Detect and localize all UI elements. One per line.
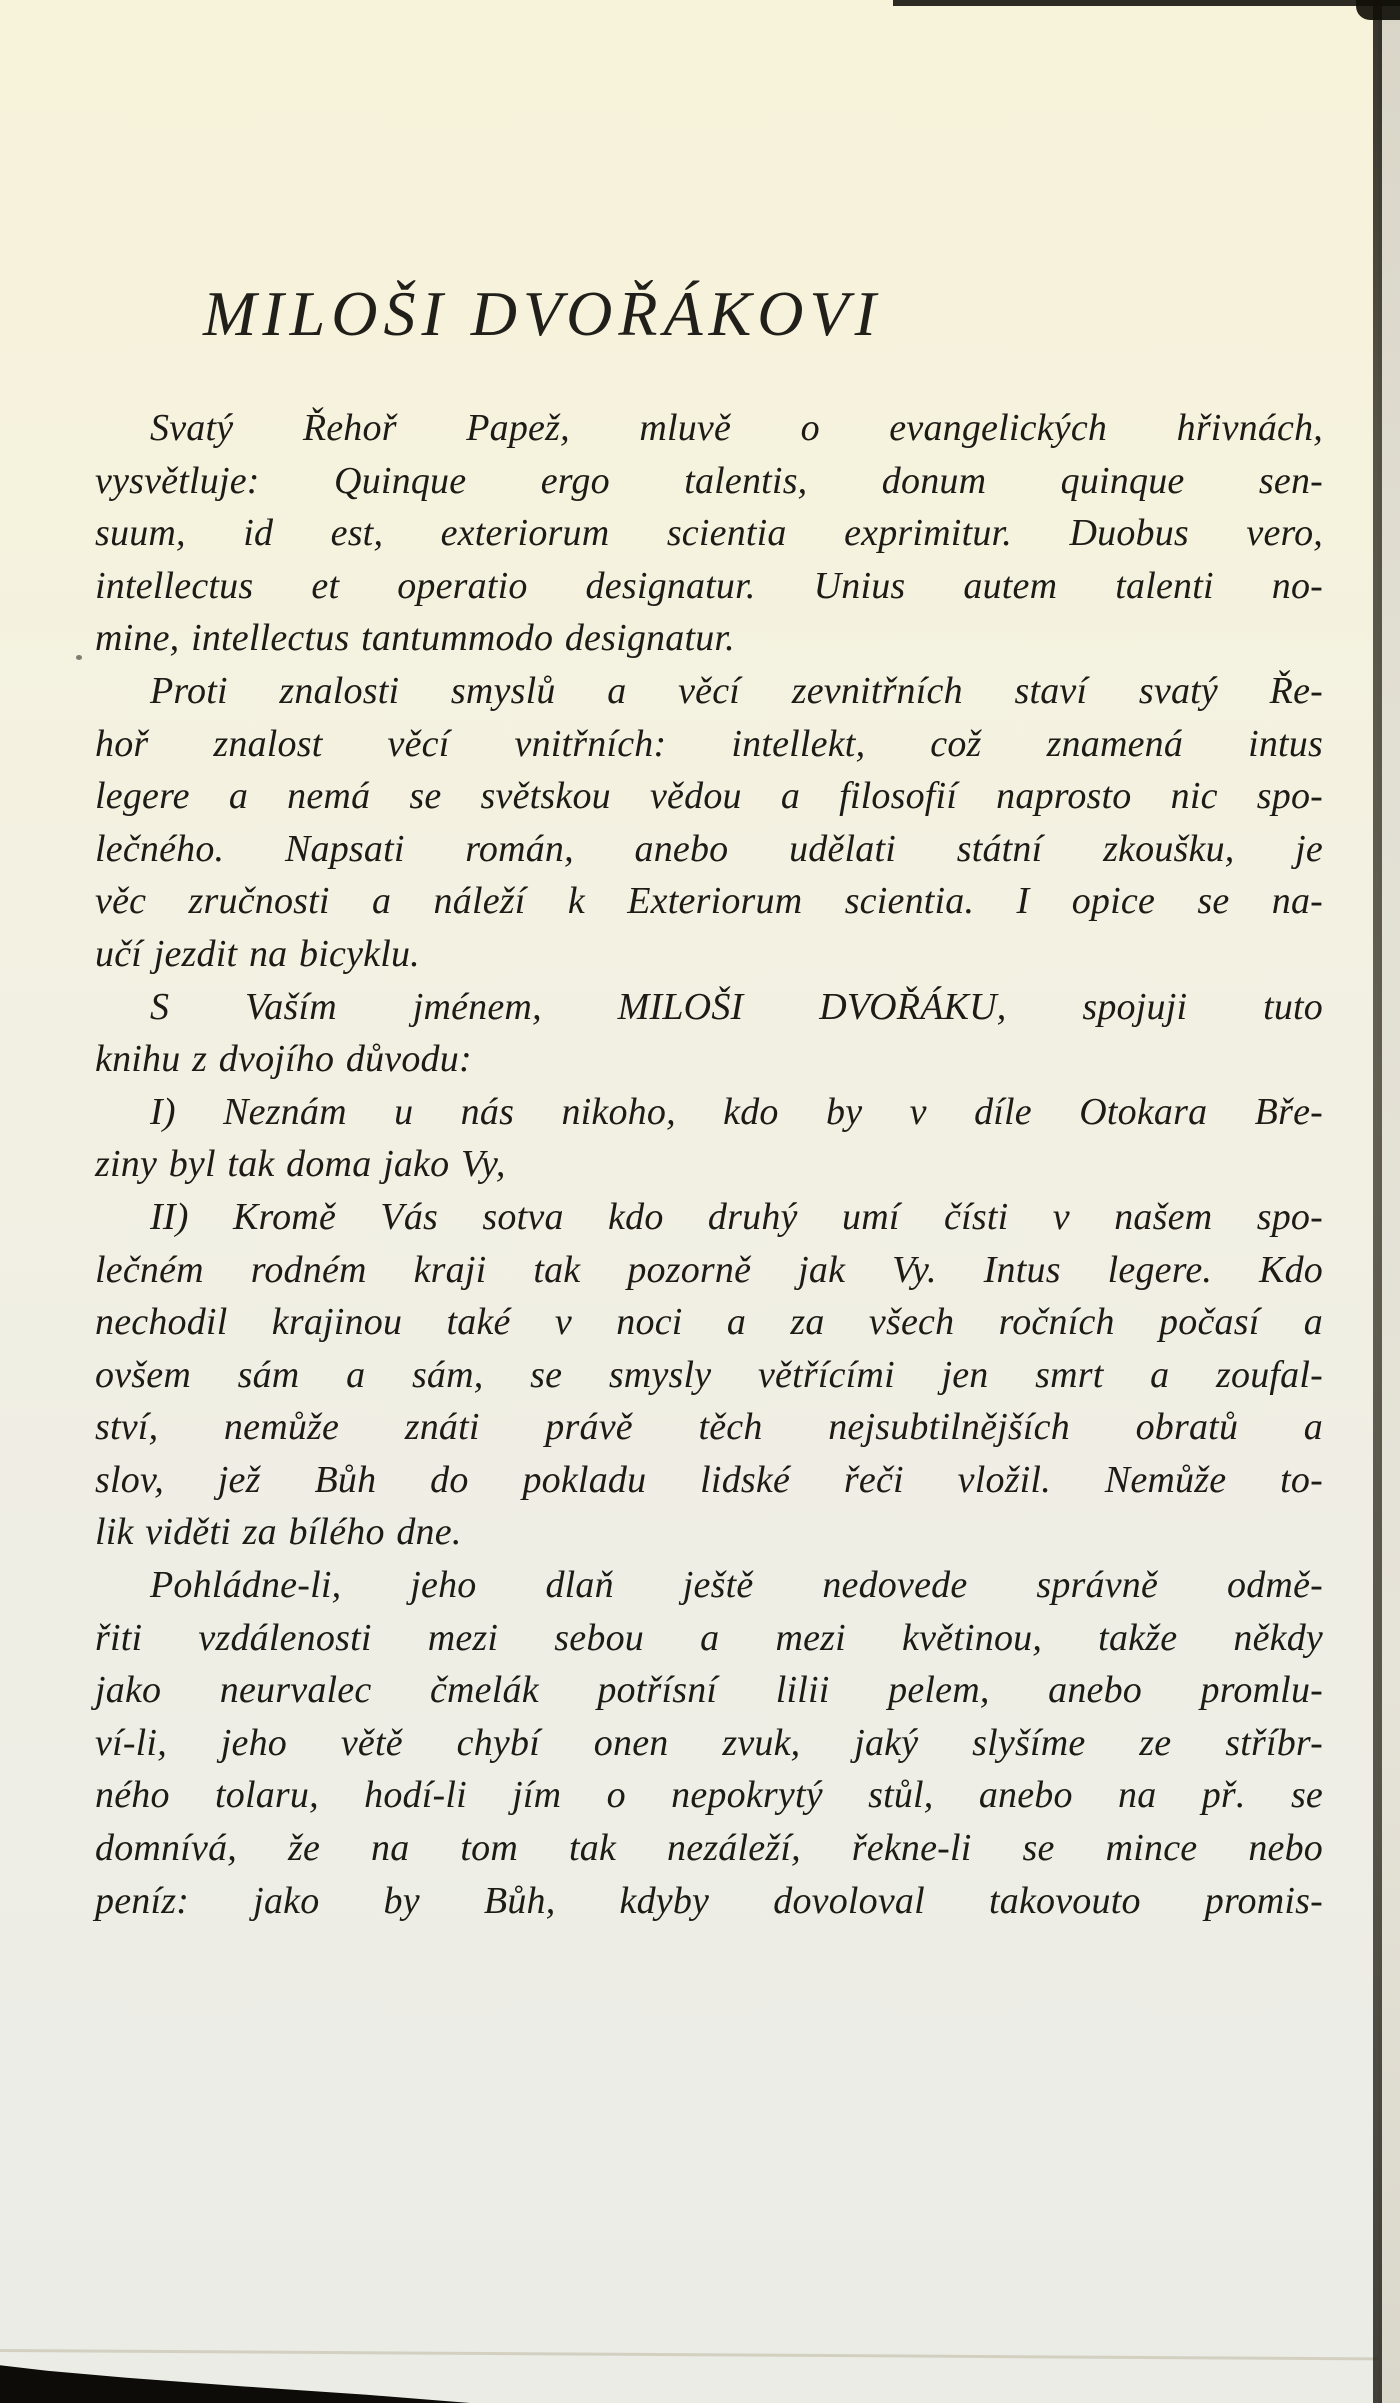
text-line: ví-li, jeho větě chybí onen zvuk, jaký slyšíme ze stříbr- <box>95 1721 1323 1764</box>
text-line: Svatý Řehoř Papež, mluvě o evangelických hřivnách, <box>150 407 1323 449</box>
book-edge-shadow-top <box>893 0 1400 6</box>
text-line: ného tolaru, hodí-li jím o nepokrytý stůl, anebo na př. se <box>95 1774 1323 1817</box>
scan-dark-corner-topright <box>1356 0 1400 20</box>
text-line: lik viděti za bílého dne. <box>95 1511 462 1554</box>
text-line: peníz: jako by Bůh, kdyby dovoloval takovouto promis- <box>95 1879 1323 1922</box>
text-line: intellectus et operatio designatur. Unius autem talenti no- <box>95 564 1323 607</box>
text-line: domnívá, že na tom tak nezáleží, řekne-li se mince nebo <box>95 1827 1323 1870</box>
paragraph <box>95 981 1323 1086</box>
paragraph <box>95 1086 1323 1191</box>
text-line: jako neurvalec čmelák potřísní lilii pelem, anebo promlu- <box>95 1669 1323 1712</box>
text-block <box>95 402 1323 1927</box>
text-line: II) Kromě Vás sotva kdo druhý umí čísti v našem spo- <box>150 1195 1323 1238</box>
scan-dark-corner-bottomleft <box>0 2357 470 2403</box>
paragraph <box>95 1559 1323 1927</box>
text-line: Proti znalosti smyslů a věcí zevnitřních staví svatý Ře- <box>150 669 1323 712</box>
text-line: věc zručnosti a náleží k Exteriorum scientia. I opice se na- <box>95 880 1323 923</box>
paragraph <box>95 665 1323 981</box>
text-line: slov, jež Bůh do pokladu lidské řeči vložil. Nemůže to- <box>95 1458 1323 1501</box>
page-title: MILOŠI DVOŘÁKOVI <box>203 278 882 349</box>
text-line: mine, intellectus tantummodo designatur. <box>95 617 735 660</box>
text-line: učí jezdit na bicyklu. <box>95 932 420 975</box>
text-line: lečného. Napsati román, anebo udělati státní zkoušku, je <box>95 827 1323 870</box>
text-line: ziny byl tak doma jako Vy, <box>95 1143 506 1186</box>
text-line: lečném rodném kraji tak pozorně jak Vy. Intus legere. Kdo <box>95 1248 1323 1291</box>
page-content <box>95 0 1323 1927</box>
paragraph <box>95 402 1323 665</box>
book-edge-shadow-right <box>1373 0 1382 2403</box>
text-line: knihu z dvojího důvodu: <box>95 1038 472 1081</box>
text-line: řiti vzdálenosti mezi sebou a mezi květinou, takže někdy <box>95 1616 1323 1659</box>
text-line: ství, nemůže znáti právě těch nejsubtilnějších obratů a <box>95 1406 1323 1449</box>
ink-speck <box>76 655 82 660</box>
text-line: Pohládne-li, jeho dlaň ještě nedovede správně odmě- <box>150 1564 1323 1607</box>
text-line: hoř znalost věcí vnitřních: intellekt, což znamená intus <box>95 722 1323 765</box>
paragraph <box>95 1191 1323 1559</box>
page-crease-line <box>0 2349 1400 2361</box>
text-line: I) Neznám u nás nikoho, kdo by v díle Otokara Bře- <box>150 1090 1323 1133</box>
text-line: ovšem sám a sám, se smysly větřícími jen smrt a zoufal- <box>95 1353 1323 1396</box>
text-line: S Vaším jménem, MILOŠI DVOŘÁKU, spojuji tuto <box>150 985 1323 1028</box>
text-line: suum, id est, exteriorum scientia exprimitur. Duobus vero, <box>95 512 1323 555</box>
text-line: legere a nemá se světskou vědou a filosofií naprosto nic spo- <box>95 775 1323 818</box>
text-line: nechodil krajinou také v noci a za všech ročních počasí a <box>95 1301 1323 1344</box>
text-line: vysvětluje: Quinque ergo talentis, donum quinque sen- <box>95 459 1323 502</box>
